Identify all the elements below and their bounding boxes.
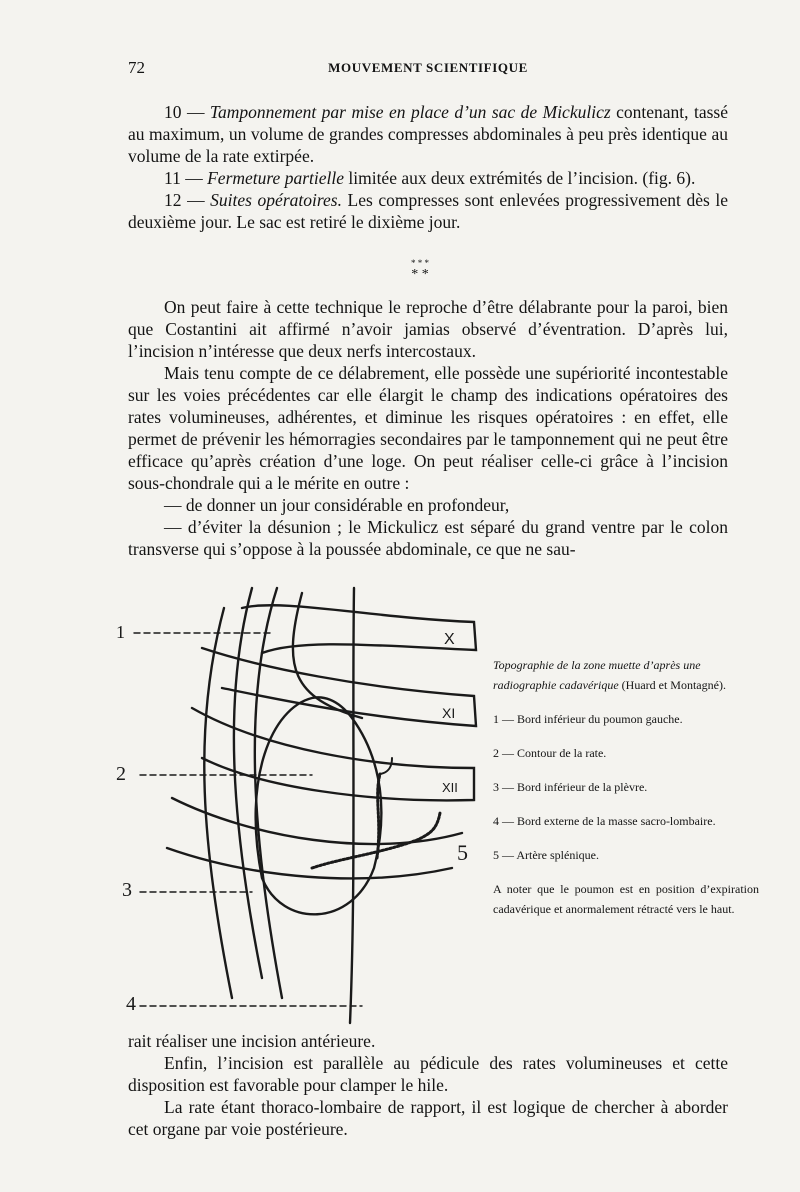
separator-line-1: * * * [411, 258, 429, 268]
step-10-title: Tamponnement par mise en place d’un sac de Mickulicz [209, 102, 611, 122]
caption-item-3: 3 — Bord inférieur de la plèvre. [493, 780, 648, 794]
rib-label-xii: XII [442, 780, 458, 795]
figure-caption [493, 655, 759, 919]
caption-title [493, 655, 759, 695]
page-header [128, 58, 728, 82]
figure-label-5: 5 [457, 840, 468, 865]
step-10-text: contenant, tassé au maximum, un volume de grandes compresses abdominales à peu près identique au volume de la rate extirpée. [128, 102, 728, 166]
step-11-text: limitée aux deux extrémités de l’incision. (fig. 6). [344, 168, 696, 188]
paragraph: — de donner un jour considérable en profondeur, [164, 495, 510, 515]
step-10 [128, 101, 728, 167]
caption-title-text: Topographie de la zone muette d’après une radiographie cadavérique [493, 658, 701, 692]
rib-xi [202, 648, 476, 726]
step-11-title: Fermeture partielle [207, 168, 344, 188]
paragraph: — d’éviter la désunion ; le Mickulicz est séparé du grand ventre par le colon transverse qui s’oppose à la poussée abdominale, ce que ne sau- [128, 517, 728, 559]
caption-credit: (Huard et Montagné). [618, 678, 726, 692]
figure-label-1: 1 [116, 622, 125, 642]
sacro-lombar-line [350, 588, 354, 1023]
discussion [128, 296, 728, 560]
paragraph: La rate étant thoraco-lombaire de rapport, il est logique de chercher à aborder cet organe par voie postérieure. [128, 1097, 728, 1139]
step-12-text: Les compresses sont enlevées progressivement dès le deuxième jour. Le sac est retiré le dixième jour. [128, 190, 729, 232]
step-12-title: Suites opératoires. [210, 190, 342, 210]
numbered-steps [128, 101, 728, 233]
step-11 [128, 167, 728, 189]
step-12-number: 12 — [164, 190, 211, 210]
anatomical-figure [112, 578, 492, 1028]
conclusion [128, 1030, 728, 1140]
rib-label-xi: XI [442, 705, 456, 721]
step-10-number: 10 — [164, 102, 210, 122]
paragraph: Mais tenu compte de ce délabrement, elle possède une supériorité incontestable sur les voies précédentes car elle élargit le champ des indications opératoires des rates volumineuses, adhérentes, et diminue les risques opératoires : en effet, elle permet de prévenir les hémorragies secondaires par le tamponnement qui ne peut être efficace qu’après création d’une loge. On peut réaliser celle-ci grâce à l’incision sous-chondrale qui a le mérite en outre : [128, 363, 728, 493]
separator-line-2: * * [411, 267, 429, 282]
page-number: 72 [128, 58, 145, 77]
figure-label-2: 2 [116, 763, 126, 785]
caption-item-2: 2 — Contour de la rate. [493, 746, 607, 760]
figure-label-3: 3 [122, 879, 132, 901]
figure-drawing [112, 578, 492, 1028]
rib-label-x: X [444, 631, 455, 648]
figure-label-4: 4 [126, 993, 136, 1015]
section-separator [400, 257, 440, 281]
step-12 [128, 189, 728, 233]
running-head: MOUVEMENT SCIENTIFIQUE [328, 60, 528, 75]
paragraph: Enfin, l’incision est parallèle au pédicule des rates volumineuses et cette disposition est favorable pour clamper le hile. [128, 1053, 728, 1095]
caption-item-5: 5 — Artère splénique. [493, 848, 599, 862]
caption-note: A noter que le poumon est en position d’expiration cadavérique et anormalement rétracté vers le haut. [493, 882, 759, 916]
paragraph: On peut faire à cette technique le reproche d’être délabrante pour la paroi, bien que Costantini ait affirmé n’avoir jamias observé d’éventration. D’après lui, l’incision n’intéresse que deux nerfs intercostaux. [128, 297, 728, 361]
paragraph-continuation: rait réaliser une incision antérieure. [128, 1031, 376, 1051]
caption-item-4: 4 — Bord externe de la masse sacro-lombaire. [493, 814, 716, 828]
spleen-contour [256, 697, 382, 914]
rib-x [242, 605, 476, 653]
step-11-number: 11 — [164, 168, 208, 188]
caption-item-1: 1 — Bord inférieur du poumon gauche. [493, 712, 683, 726]
